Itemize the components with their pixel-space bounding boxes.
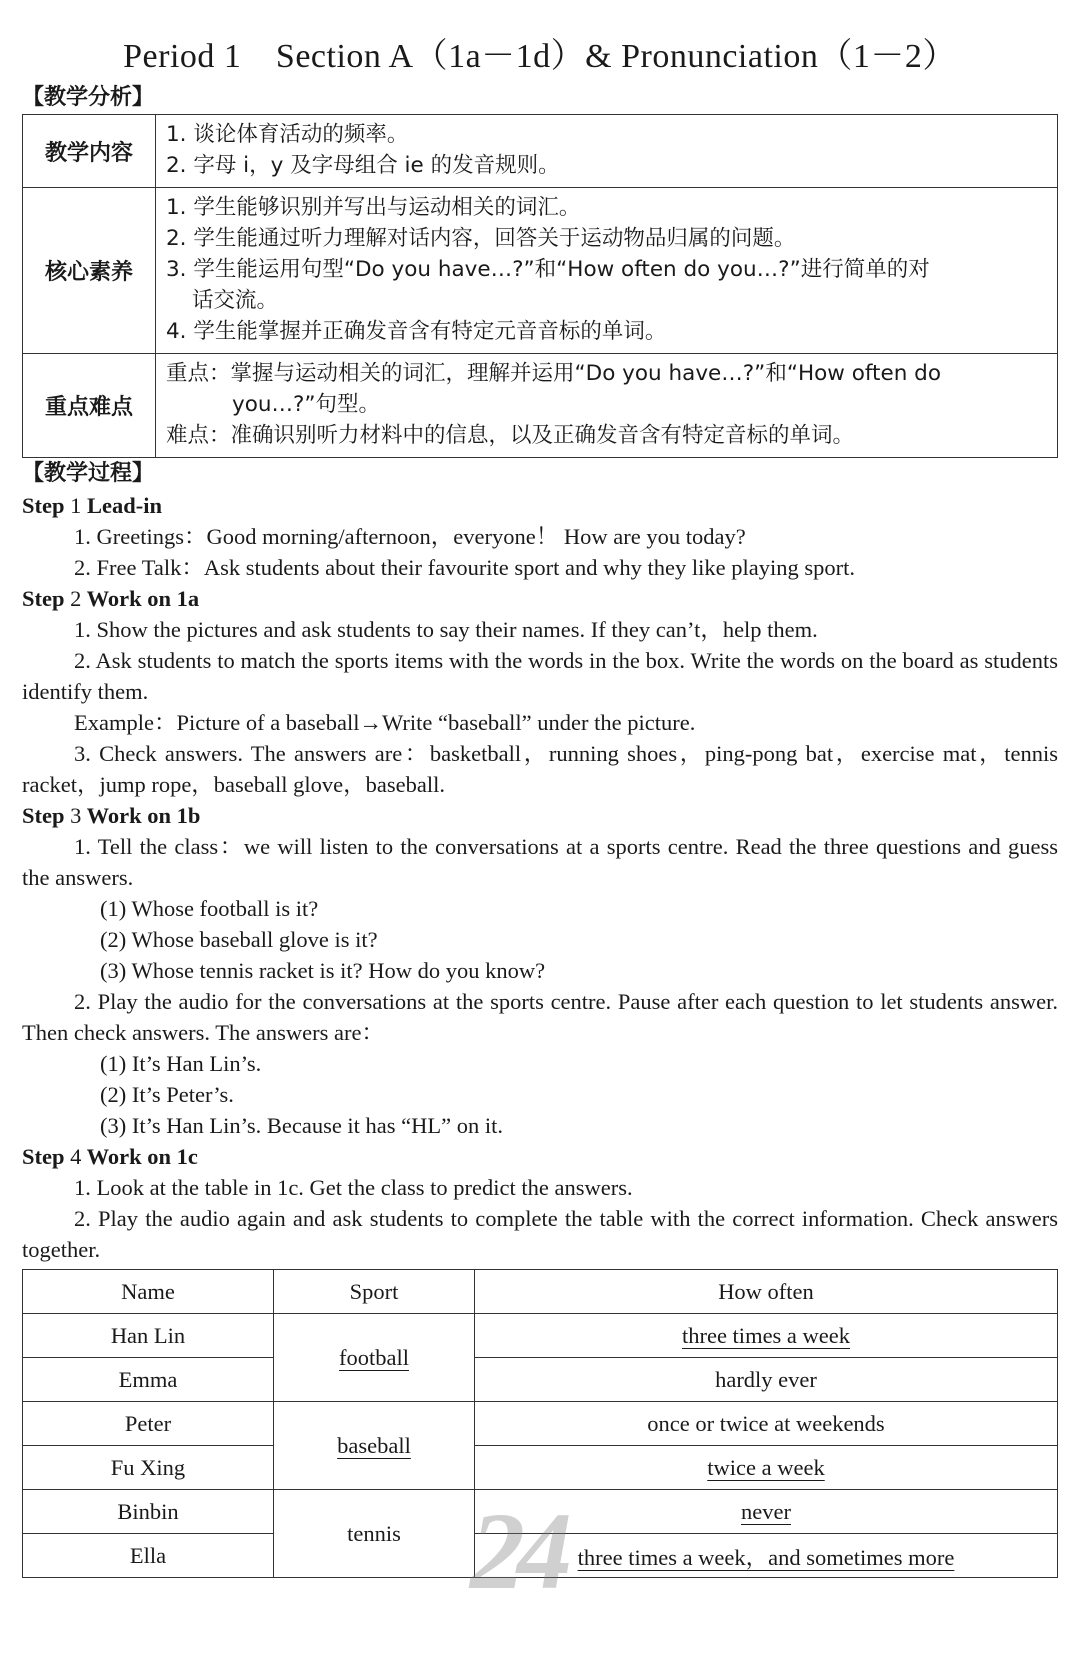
column-header: How often [475,1270,1058,1314]
paragraph: 1. Greetings：Good morning/afternoon，everyone！ How are you today? [74,524,746,549]
answer-item: (2) It’s Peter’s. [100,1082,234,1107]
row-label: 重点难点 [23,354,156,458]
paragraph: 1. Look at the table in 1c. Get the class to predict the answers. [74,1175,633,1200]
sport-cell: tennis [274,1490,475,1578]
paragraph: 3. Check answers. The answers are：basketball，running shoes，ping-pong bat，exercise mat，tennis racket，jump rope，baseball glove，baseball. [22,741,1058,797]
answer-table [22,1269,1058,1578]
paragraph: 2. Play the audio for the conversations at the sports centre. Pause after each question to let students answer. Then check answers. The answers are： [22,989,1058,1045]
table-row [23,115,1058,188]
row-label: 教学内容 [23,115,156,188]
answer-item: (1) It’s Han Lin’s. [100,1051,262,1076]
often-cell: once or twice at weekends [475,1402,1058,1446]
step-heading: Step 4 Work on 1c [22,1144,198,1169]
often-cell: never [475,1490,1058,1534]
paragraph: 2. Free Talk：Ask students about their favourite sport and why they like playing sport. [74,555,855,580]
name-cell: Ella [23,1534,274,1578]
name-cell: Peter [23,1402,274,1446]
often-cell: hardly ever [475,1358,1058,1402]
question-item: (3) Whose tennis racket is it? How do you know? [100,958,546,983]
row-content [156,354,1058,458]
question-item: (2) Whose baseball glove is it? [100,927,378,952]
content-line: 话交流。 [192,288,279,313]
table-header-row [23,1270,1058,1314]
content-line: 4. 学生能掌握并正确发音含有特定元音音标的单词。 [166,319,667,344]
column-header: Name [23,1270,274,1314]
content-line: 1. 学生能够识别并写出与运动相关的词汇。 [166,195,581,220]
analysis-table [22,114,1058,458]
column-header: Sport [274,1270,475,1314]
table-row [23,1358,1058,1402]
name-cell: Fu Xing [23,1446,274,1490]
content-line: 重点：掌握与运动相关的词汇，理解并运用“Do you have…?”和“How often do [166,361,941,386]
paragraph: 1. Tell the class：we will listen to the conversations at a sports centre. Read the three questions and guess the answers. [22,834,1058,890]
page-title: Period 1 Section A（1a－1d）& Pronunciation（1－2） [123,38,957,75]
often-cell: three times a week，and sometimes more [475,1534,1058,1578]
answer-item: (3) It’s Han Lin’s. Because it has “HL” on it. [100,1113,504,1138]
often-cell: three times a week [475,1314,1058,1358]
row-content [156,188,1058,354]
content-line: 1. 谈论体育活动的频率。 [166,122,409,147]
step-heading: Step 3 Work on 1b [22,803,201,828]
table-row [23,188,1058,354]
paragraph: 2. Play the audio again and ask students to complete the table with the correct information. Check answers together. [22,1206,1058,1262]
paragraph: 1. Show the pictures and ask students to say their names. If they can’t，help them. [74,617,818,642]
content-line: 难点：准确识别听力材料中的信息，以及正确发音含有特定音标的单词。 [166,423,855,448]
teaching-process [22,490,1058,1265]
table-row [23,1534,1058,1578]
page-number-watermark: 24 [470,1490,564,1612]
content-line: 3. 学生能运用句型“Do you have…?”和“How often do you…?”进行简单的对 [166,257,930,282]
table-row [23,1402,1058,1446]
step-heading: Step 1 Lead-in [22,493,163,518]
table-row [23,354,1058,458]
content-line: you…?”句型。 [232,392,381,417]
sport-cell: baseball [274,1402,475,1490]
content-line: 2. 学生能通过听力理解对话内容，回答关于运动物品归属的问题。 [166,226,796,251]
document-page [22,0,1058,1578]
sport-cell: football [274,1314,475,1402]
question-item: (1) Whose football is it? [100,896,319,921]
row-label: 核心素养 [23,188,156,354]
paragraph: 2. Ask students to match the sports items with the words in the box. Write the words on the board as students identify them. [22,648,1058,704]
section-heading-analysis: 【教学分析】 [22,85,155,110]
table-row [23,1490,1058,1534]
example-line: Example：Picture of a baseball→Write “baseball” under the picture. [74,710,696,735]
name-cell: Binbin [23,1490,274,1534]
content-line: 2. 字母 i，y 及字母组合 ie 的发音规则。 [166,153,560,178]
table-row [23,1446,1058,1490]
step-heading: Step 2 Work on 1a [22,586,200,611]
often-cell: twice a week [475,1446,1058,1490]
name-cell: Emma [23,1358,274,1402]
section-heading-process: 【教学过程】 [22,461,155,486]
table-row [23,1314,1058,1358]
name-cell: Han Lin [23,1314,274,1358]
row-content [156,115,1058,188]
